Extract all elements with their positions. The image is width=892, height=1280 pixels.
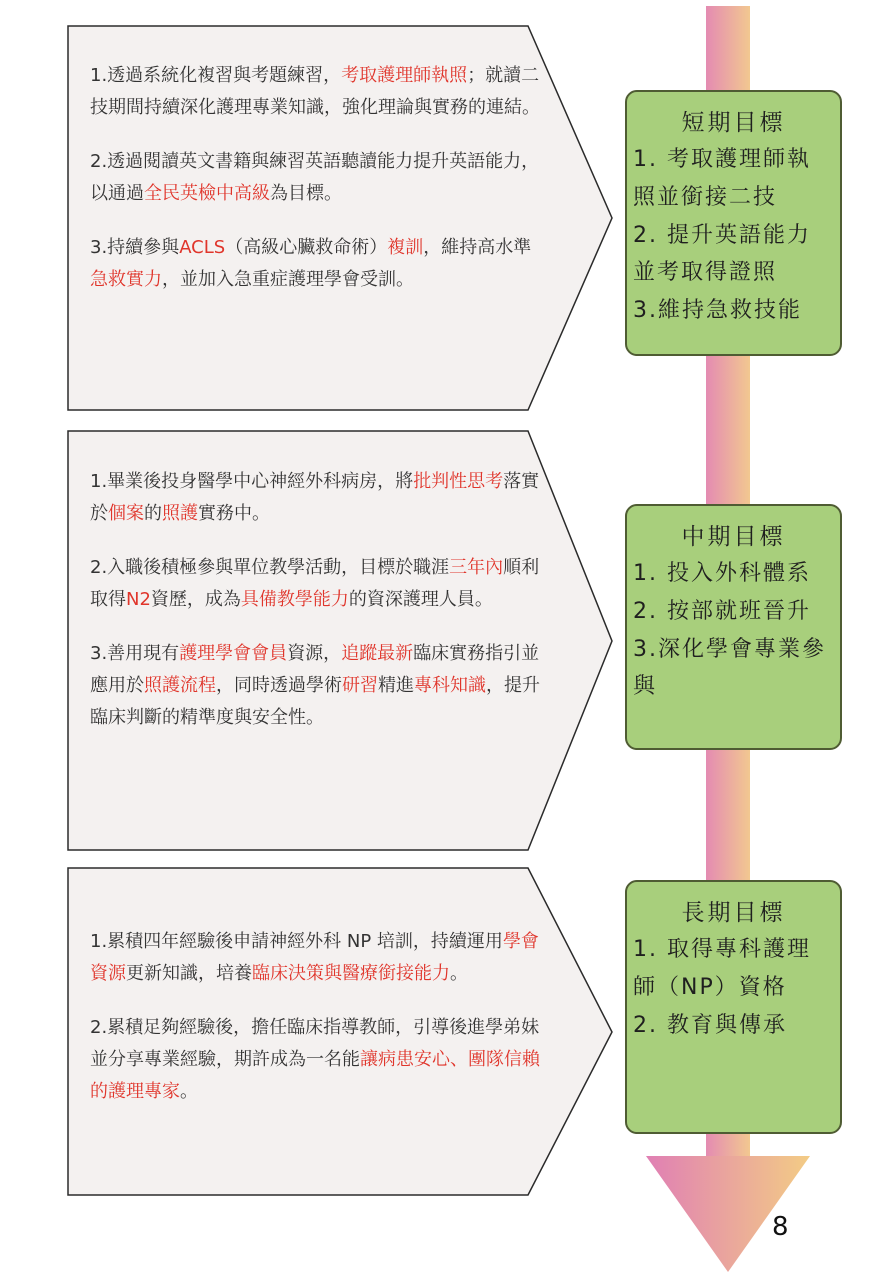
mid-term-item-3 xyxy=(90,638,548,734)
highlight-text: 照護 xyxy=(162,503,198,525)
highlight-text: 複訓 xyxy=(387,237,424,259)
highlight-text: 臨床決策與醫療銜接能力 xyxy=(252,963,450,985)
highlight-text: 讓病患安心、團隊信賴的護理專家 xyxy=(90,1049,540,1103)
body-text: 順利取得 xyxy=(90,557,540,611)
body-text: 的 xyxy=(144,503,162,525)
highlight-text: 護理學會會員 xyxy=(179,643,288,665)
body-text: ，同時透過學術 xyxy=(216,675,342,697)
short-term-goal-item-3: 3.維持急救技能 xyxy=(633,298,802,324)
body-text: 2.入職後積極參與單位教學活動，目標於職涯 xyxy=(90,557,450,579)
short-term-item-3 xyxy=(90,232,548,296)
body-text: 精進 xyxy=(378,675,414,697)
long-term-goal-title: 長期目標 xyxy=(681,900,786,926)
highlight-text: 具備教學能力 xyxy=(240,589,349,611)
body-text: 。 xyxy=(450,963,468,985)
mid-term-details xyxy=(90,466,548,734)
body-text: 1.累積四年經驗後申請神經外科 NP 培訓，持續運用 xyxy=(90,931,503,952)
highlight-text: 個案 xyxy=(108,503,144,525)
highlight-text: ACLS xyxy=(179,237,226,259)
body-text: 更新知識，培養 xyxy=(126,963,252,985)
long-term-item-1 xyxy=(90,926,548,990)
highlight-text: 全民英檢中高級 xyxy=(144,183,270,205)
highlight-text: N2 xyxy=(126,589,151,611)
body-text: 1.畢業後投身醫學中心神經外科病房，將 xyxy=(90,471,414,492)
short-term-details xyxy=(90,60,548,296)
short-term-goal-item-1: 1. 考取護理師執照並銜接二技 xyxy=(633,147,811,210)
highlight-text: 專科知識 xyxy=(414,675,486,697)
highlight-text: 研習 xyxy=(342,675,378,697)
body-text: ，提升臨床判斷的精準度與安全性。 xyxy=(90,675,540,729)
mid-term-item-2 xyxy=(90,552,548,616)
body-text: 落實於 xyxy=(90,471,540,525)
long-term-item-2 xyxy=(90,1012,548,1108)
mid-term-goal-item-2: 2. 按部就班晉升 xyxy=(633,598,811,624)
highlight-text: 三年內 xyxy=(449,557,504,579)
body-text: 。 xyxy=(180,1081,198,1103)
body-text: 2.透過閱讀英文書籍與練習英語聽讀能力提升英語能力，以通過 xyxy=(90,151,540,205)
body-text: 的資深護理人員。 xyxy=(348,589,493,611)
short-term-goal-title: 短期目標 xyxy=(681,110,786,136)
short-term-goal-box xyxy=(625,90,842,356)
mid-term-goal-title: 中期目標 xyxy=(681,524,786,550)
body-text: 3.持續參與 xyxy=(90,237,180,259)
highlight-text: 急救實力 xyxy=(90,269,162,291)
mid-term-goal-item-3: 3.深化學會專業參與 xyxy=(633,636,826,700)
highlight-text: 考取護理師執照 xyxy=(341,65,468,86)
highlight-text: 追蹤最新 xyxy=(341,643,414,665)
long-term-goal-box xyxy=(625,880,842,1134)
body-text: 資源， xyxy=(287,643,342,665)
body-text: 1.透過系統化複習與考題練習， xyxy=(90,65,342,86)
body-text: ，並加入急重症護理學會受訓。 xyxy=(162,269,414,291)
highlight-text: 批判性思考 xyxy=(413,471,504,492)
long-term-goal-item-2: 2. 教育與傳承 xyxy=(633,1012,787,1038)
body-text: 資歷，成為 xyxy=(150,589,241,611)
body-text: 實務中。 xyxy=(198,503,270,525)
highlight-text: 學會資源 xyxy=(90,931,539,985)
long-term-details xyxy=(90,926,548,1108)
body-text: （高級心臟救命術） xyxy=(225,237,388,259)
body-text: 為目標。 xyxy=(270,183,342,205)
body-text: 2.累積足夠經驗後，擔任臨床指導教師，引導後進學弟妹並分享專業經驗，期許成為一名能 xyxy=(90,1017,540,1071)
mid-term-goal-box xyxy=(625,504,842,750)
highlight-text: 照護流程 xyxy=(144,675,216,697)
short-term-item-1 xyxy=(90,60,548,124)
body-text: 3.善用現有 xyxy=(90,643,180,665)
mid-term-item-1 xyxy=(90,466,548,530)
body-text: ；就讀二技期間持續深化護理專業知識，強化理論與實務的連結。 xyxy=(90,65,540,119)
body-text: 臨床實務指引並應用於 xyxy=(90,643,540,697)
short-term-item-2 xyxy=(90,146,548,210)
long-term-goal-item-1: 1. 取得專科護理師（NP）資格 xyxy=(633,937,811,1000)
page-number: 8 xyxy=(772,1212,789,1242)
body-text: ，維持高水準 xyxy=(423,237,532,259)
mid-term-goal-item-1: 1. 投入外科體系 xyxy=(633,561,811,586)
short-term-goal-item-2: 2. 提升英語能力並考取得證照 xyxy=(633,222,811,286)
